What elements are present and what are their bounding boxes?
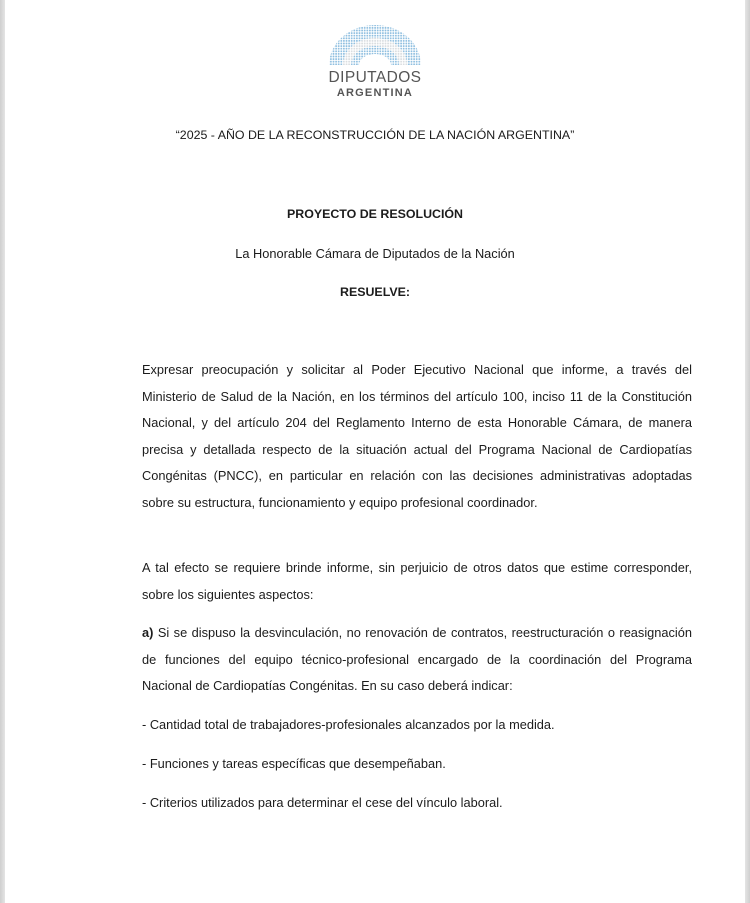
logo-title: DIPUTADOS [328,69,422,86]
logo-subtitle: ARGENTINA [336,87,414,99]
paragraph-main-request: Expresar preocupación y solicitar al Poder Ejecutivo Nacional que informe, a través del Ministerio de Salud de la Nación, en los términos del artículo 100, inciso 11 de la Constitución Nacional, y del artículo 204 del Reglamento Interno de esta Honorable Cámara, de manera precisa y detallada respecto de la situación actual del Programa Nacional de Cardiopatías Congénitas (PNCC), en particular en relación con las decisiones administrativas adoptadas sobre su estructura, funcionamiento y equipo profesional coordinador. [142,362,692,510]
page-edge-right [745,0,750,903]
item-a-text: Si se dispuso la desvinculación, no renovación de contratos, reestructuración o reasignación de funciones del equipo técnico-profesional encargado de la coordinación del Programa Nacional de Cardiopatías Congénitas. En su caso deberá indicar: [142,625,692,694]
chamber-name: La Honorable Cámara de Diputados de la Nación [235,246,515,261]
item-a [142,620,692,700]
diputados-logo [5,24,745,100]
year-motto: “2025 - AÑO DE LA RECONSTRUCCIÓN DE LA NACIÓN ARGENTINA” [175,128,575,142]
resolves-heading: RESUELVE: [340,285,410,299]
bullet-item: - Criterios utilizados para determinar el cese del vínculo laboral. [142,795,503,810]
bullet-item: - Cantidad total de trabajadores-profesionales alcanzados por la medida. [142,717,555,732]
bullet-item: - Funciones y tareas específicas que desempeñaban. [142,756,446,771]
document-page [5,0,745,903]
paragraph-aspects-intro: A tal efecto se requiere brinde informe, sin perjuicio de otros datos que estime corresponder, sobre los siguientes aspectos: [142,560,692,602]
hemicycle-icon [327,24,423,66]
document-type-heading: PROYECTO DE RESOLUCIÓN [286,207,464,221]
item-a-label: a) [142,625,154,640]
